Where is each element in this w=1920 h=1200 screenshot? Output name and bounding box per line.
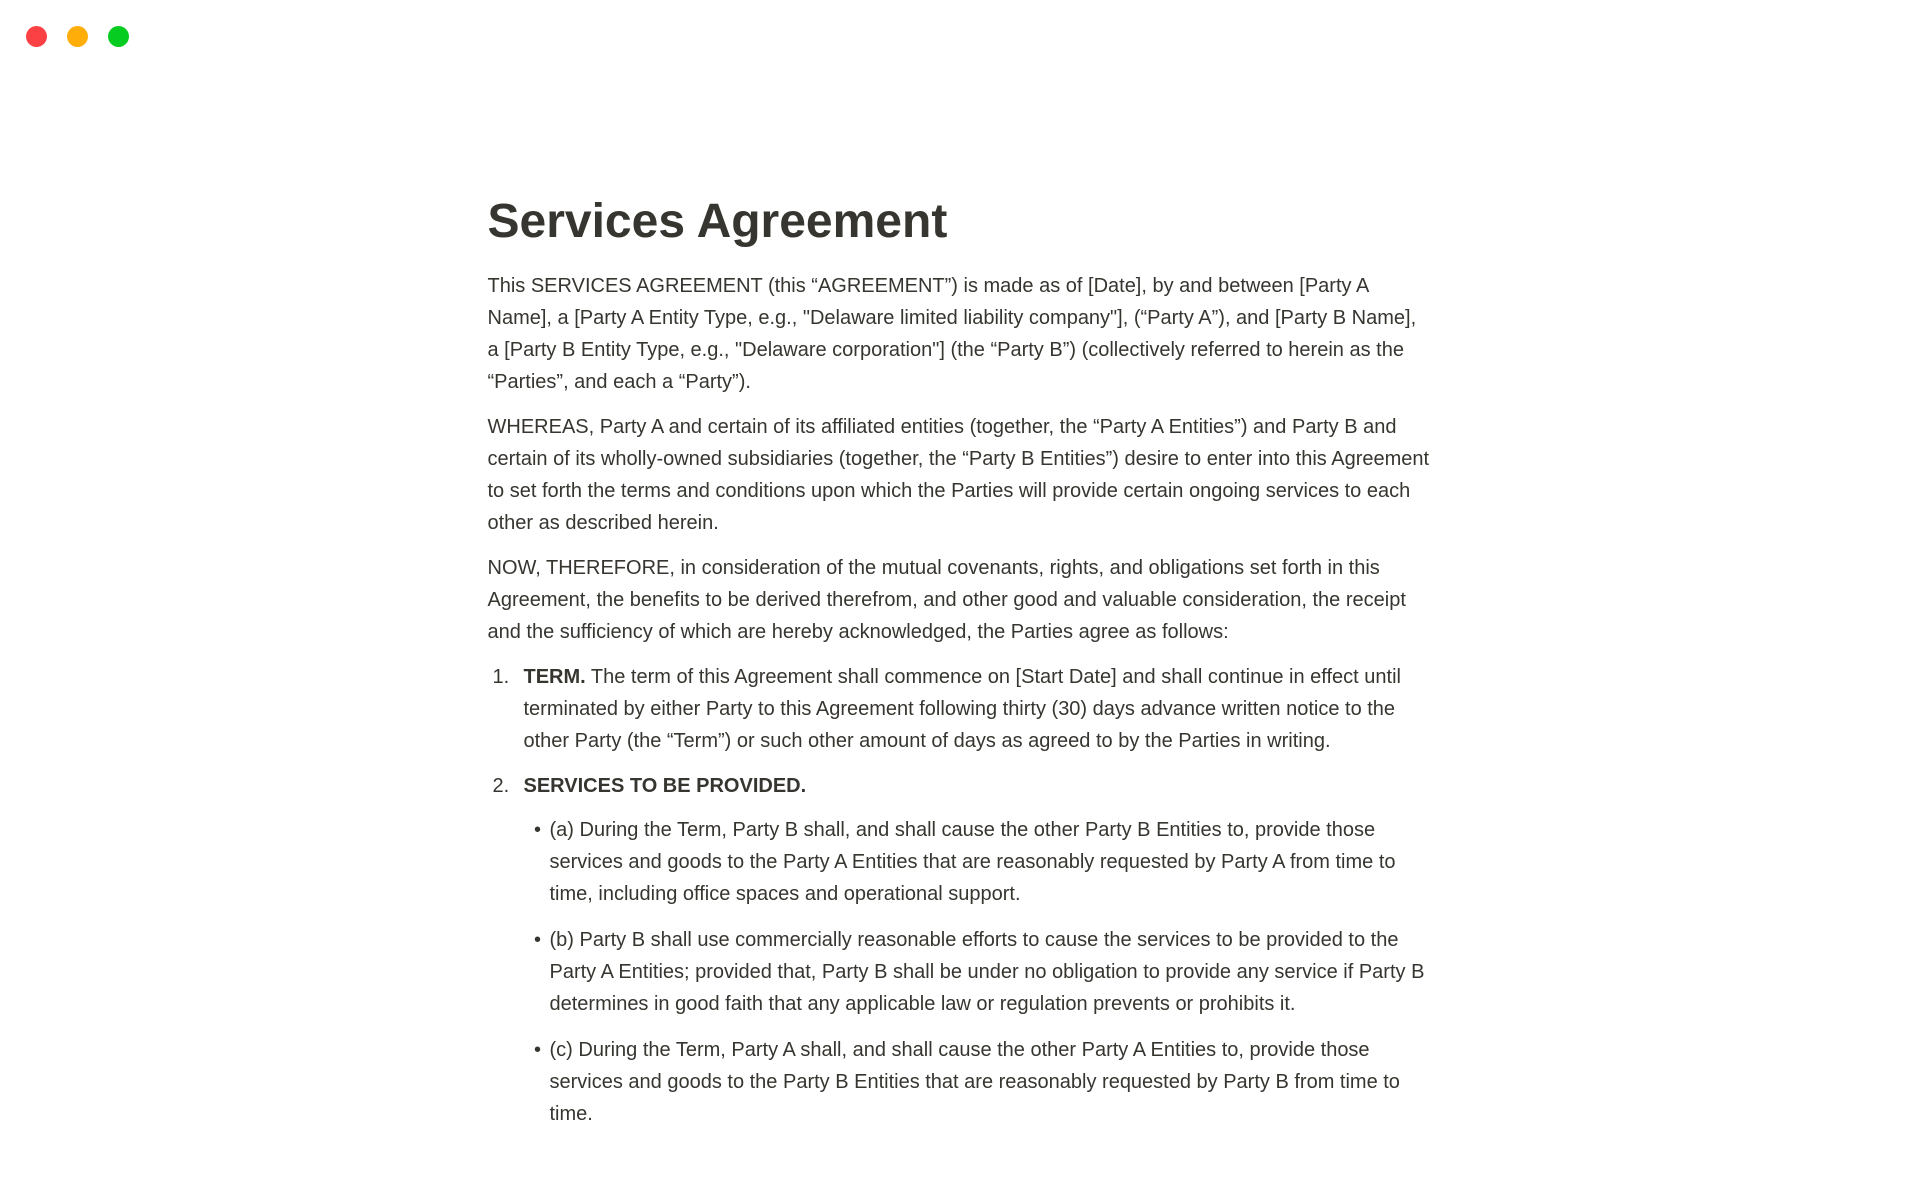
document-editor — [488, 0, 1433, 1130]
paragraph-now-therefore[interactable]: NOW, THEREFORE, in consideration of the mutual covenants, rights, and obligations set forth in this Agreement, the benefits to be derived therefrom, and other good and valuable consideration, the receipt and the sufficiency of which are hereby acknowledged, the Parties agree as follows: — [487, 557, 1406, 643]
list-number: 1. — [492, 666, 510, 688]
bullet-icon: • — [533, 1039, 541, 1061]
bullet-a-text: (a) During the Term, Party B shall, and shall cause the other Party B Entities to, provide those services and goods to the Party A Entities that are reasonably requested by Party A from time to time, including office spaces and operational support. — [549, 819, 1396, 905]
page-title[interactable]: Services Agreement — [487, 195, 948, 248]
numbered-item-services-content[interactable] — [524, 770, 1433, 802]
bullet-item-c[interactable] — [488, 1034, 1433, 1130]
window-titlebar — [26, 26, 129, 47]
bullet-item-b[interactable] — [488, 924, 1433, 1020]
numbered-item-term[interactable] — [488, 661, 1433, 757]
paragraph-whereas[interactable]: WHEREAS, Party A and certain of its affiliated entities (together, the “Party A Entities”) and Party B and certain of its wholly-owned subsidiaries (together, the “Party B Entities”) desire to enter into this Agreement to set forth the terms and conditions upon which the Parties will provide certain ongoing services to each other as described herein. — [487, 416, 1430, 534]
term-bold-lead: TERM. — [523, 666, 586, 688]
bullet-b-text: (b) Party B shall use commercially reasonable efforts to cause the services to be provided to the Party A Entities; provided that, Party B shall be under no obligation to provide any service if Party B determines in good faith that any applicable law or regulation prevents or prohibits it. — [549, 929, 1425, 1015]
zoom-button[interactable] — [108, 26, 129, 47]
minimize-button[interactable] — [67, 26, 88, 47]
numbered-item-services[interactable] — [488, 770, 1433, 802]
bullet-icon: • — [533, 929, 541, 951]
close-button[interactable] — [26, 26, 47, 47]
bullet-icon: • — [533, 819, 541, 841]
list-number: 2. — [492, 775, 510, 797]
paragraph-intro[interactable]: This SERVICES AGREEMENT (this “AGREEMENT”) is made as of [Date], by and between [Party A Name], a [Party A Entity Type, e.g., "Delaware limited liability company"], (“Party A”), and [Party B Name], a [Party B Entity Type, e.g., "Delaware corporation"] (the “Party B”) (collectively referred to herein as the “Parties”, and each a “Party”). — [487, 275, 1417, 393]
numbered-item-term-content[interactable] — [524, 661, 1433, 757]
term-body-text: The term of this Agreement shall commence on [Start Date] and shall continue in effect until terminated by either Party to this Agreement following thirty (30) days advance written notice to the other Party (the “Term”) or such other amount of days as agreed to by the Parties in writing. — [523, 666, 1401, 752]
bullet-c-text: (c) During the Term, Party A shall, and shall cause the other Party A Entities to, provide those services and goods to the Party B Entities that are reasonably requested by Party B from time to time. — [549, 1039, 1400, 1125]
bullet-item-a[interactable] — [488, 814, 1433, 910]
services-bold-lead: SERVICES TO BE PROVIDED. — [523, 775, 807, 797]
